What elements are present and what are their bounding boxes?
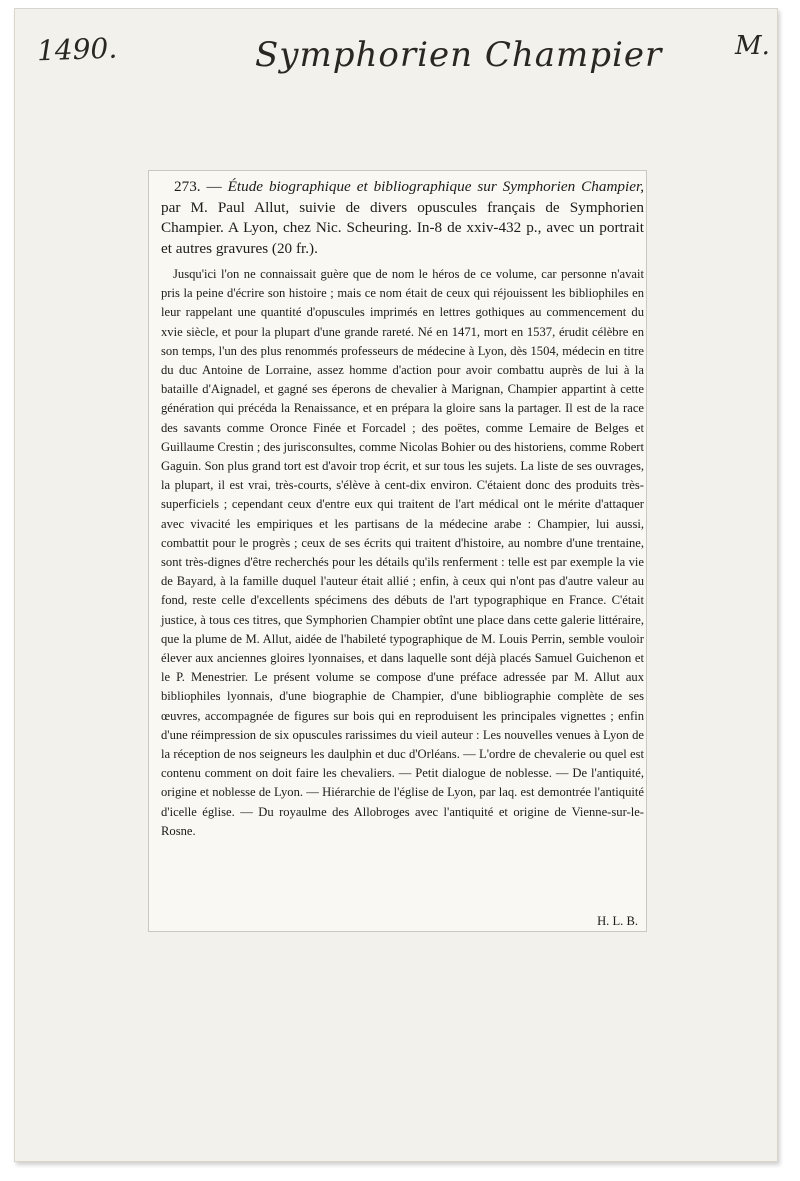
newspaper-clipping — [148, 170, 647, 932]
handwritten-mark: M. — [735, 31, 770, 61]
entry-title: Étude biographique et bibliographique sur Symphorien Champier, — [227, 178, 645, 195]
handwritten-name: Symphorien Champier — [255, 35, 663, 75]
signature: H. L. B. — [597, 914, 638, 928]
handwritten-number: 1490. — [36, 31, 118, 68]
entry-number: 273. — — [174, 178, 222, 195]
clipping-body: Jusqu'ici l'on ne connaissait guère que de nom le héros de ce volume, car personne n'avait pris la peine d'écrire son histoire ; mais ce nom était de ceux qui réjouissent les bibliophiles en leur rappelant une quantité d'opuscules imprimés en lettres gothiques au commencement du xvie siècle, et pour la plupart d'une grande rareté. Né en 1471, mort en 1537, érudit célèbre en son temps, l'un des plus renommés professeurs de médecine à Lyon, dès 1504, médecin en titre du duc Antoine de Lorraine, assez homme d'action pour avoir combattu auprès de lui à la bataille d'Aignadel, et gagné ses éperons de chevalier à Marignan, Champier appartint à cette génération qui précéda la Renaissance, et en prépara la gloire sans la partager. Il est de la race des savants comme Oronce Finée et Forcadel ; des poëtes, comme Lemaire de Belges et Guillaume Crestin ; des jurisconsultes, comme Nicolas Bohier ou des historiens, comme Robert Gaguin. Son plus grand tort est d'avoir trop écrit, et sur tous les sujets. La liste de ses ouvrages, la plupart, il est vrai, très-courts, s'élève à cent-dix environ. C'étaient donc des produits très-superficiels ; cependant ceux d'entre eux qui traitent de l'art médical ont le mérite d'attaquer avec vivacité les empiriques et les partisans de la médecine arabe : Champier, lui aussi, combattit pour le progrès ; ceux de ses écrits qui traitent d'histoire, au nombre d'une trentaine, sont très-dignes d'être recherchés pour les détails qu'ils renferment : telle est par exemple la vie de Bayard, à la famille duquel l'auteur était allié ; enfin, à ceux qui n'ont pas d'autre valeur au fond, reste celle d'excellents spécimens des débuts de l'art typographique en France. C'était justice, à tous ces titres, que Symphorien Champier obtînt une place dans cette galerie littéraire, que la plume de M. Allut, aidée de l'habileté typographique de M. Louis Perrin, semble vouloir élever aux anciennes gloires lyonnaises, et dans laquelle sont déjà placés Samuel Guichenon et le P. Menestrier. Le présent volume se compose d'une préface adressée par M. Allut aux bibliophiles lyonnais, d'une biographie de Champier, d'une bibliographie complète de ses œuvres, accompagnée de figures sur bois qui en reproduisent les principales vignettes ; enfin d'une réimpression de six opuscules rarissimes du vieil auteur : Les nouvelles venues à Lyon de la réception de nos seigneurs les daulphin et duc d'Orléans. — L'ordre de chevalerie ou quel est contenu comment on doit faire les chevaliers. — Petit dialogue de noblesse. — De l'antiquité, origine et noblesse de Lyon. — Hiérarchie de l'église de Lyon, par laq. est demontrée l'antiquité d'icelle église. — Du royaulme des Allobroges avec l'antiquité et origine de Vienne-sur-le-Rosne. — [161, 267, 644, 838]
entry-publication: par M. Paul Allut, suivie de divers opuscules français de Symphorien Champier. A Lyon, chez Nic. Scheuring. In-8 de xxiv-432 p., avec un portrait et autres gravures (20 fr.). — [161, 198, 644, 257]
clipping-heading — [161, 177, 644, 259]
